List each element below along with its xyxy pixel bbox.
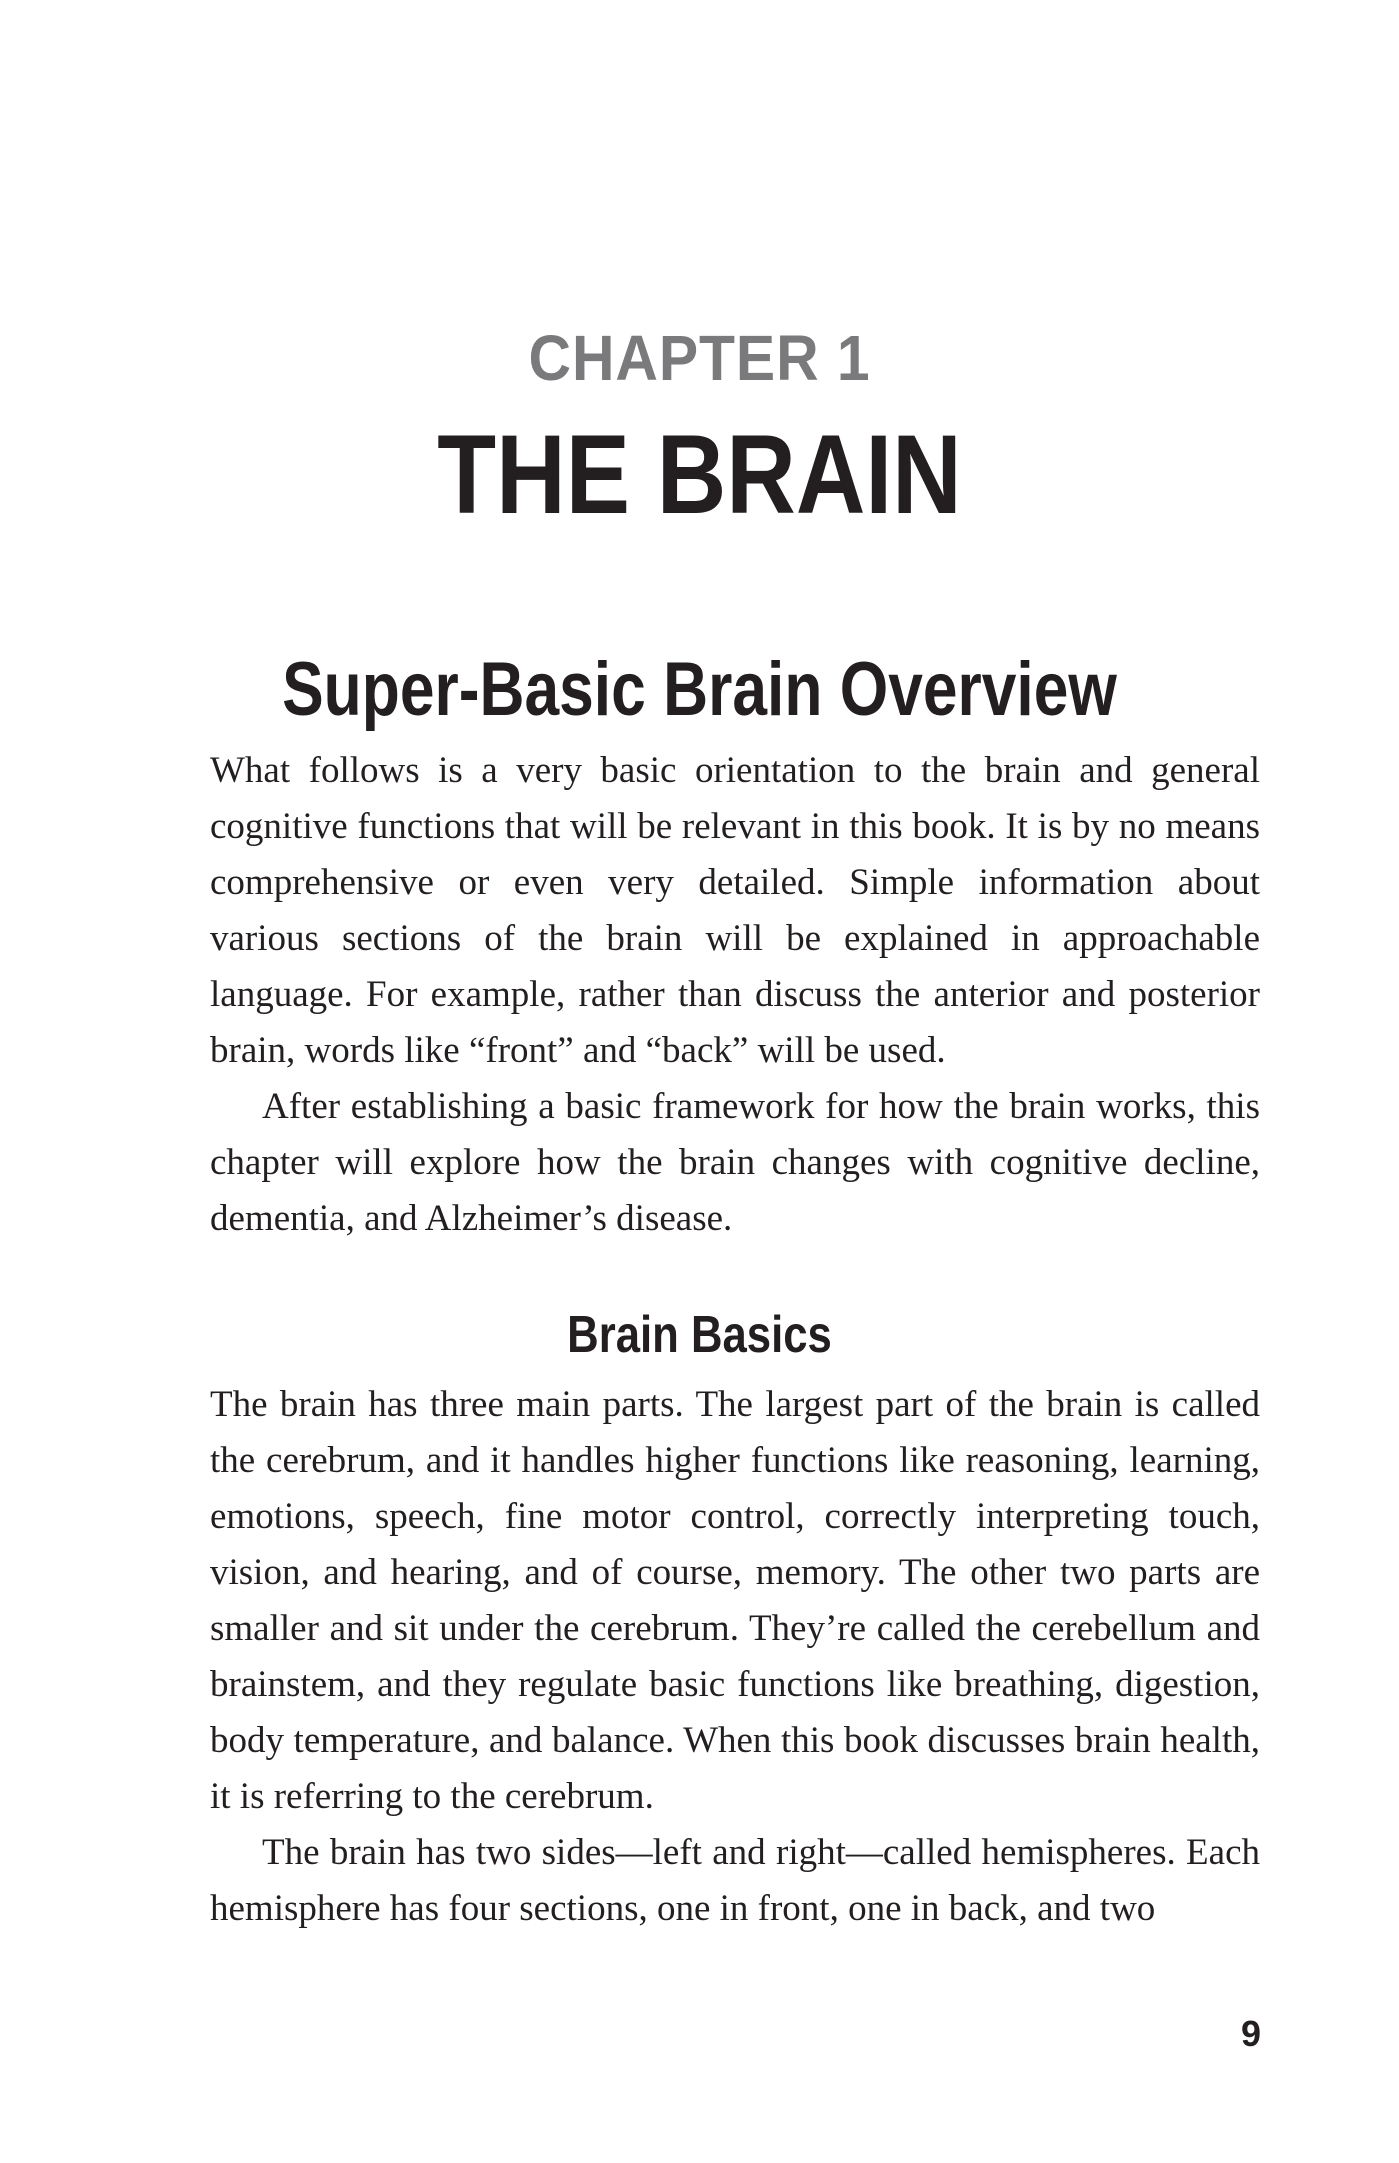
chapter-label: CHAPTER 1 [528,322,871,394]
paragraph: The brain has three main parts. The largest part of the brain is called the cerebrum, and it handles higher functions like reasoning, learning, emotions, speech, fine motor control, correctly interpreting touch, vision, and hearing, and of course, memory. The other two parts are smaller and sit under the cerebrum. They’re called the cerebellum and brainstem, and they regulate basic functions like breathing, digestion, body temperature, and balance. When this book discusses brain health, it is referring to the cerebrum. [210,1384,1260,1817]
chapter-title: THE BRAIN [437,412,962,537]
paragraph: What follows is a very basic orientation to the brain and general cognitive functions that will be relevant in this book. It is by no means comprehensive or even very detailed. Simple information about various sections of the brain will be explained in approachable language. For example, rather than discuss the anterior and posterior brain, words like “front” and “back” will be used. [210,750,1260,1071]
section-body-overview [210,743,1260,1247]
section-heading-overview: Super-Basic Brain Overview [282,647,1117,732]
paragraph: The brain has two sides—left and right—called hemispheres. Each hemisphere has four sections, one in front, one in back, and two [210,1832,1260,1929]
section-heading-brain-basics: Brain Basics [567,1306,832,1364]
section-body-brain-basics [210,1377,1260,1937]
page-number: 9 [1240,2013,1261,2054]
paragraph: After establishing a basic framework for how the brain works, this chapter will explore how the brain changes with cognitive decline, dementia, and Alzheimer’s disease. [210,1086,1260,1239]
